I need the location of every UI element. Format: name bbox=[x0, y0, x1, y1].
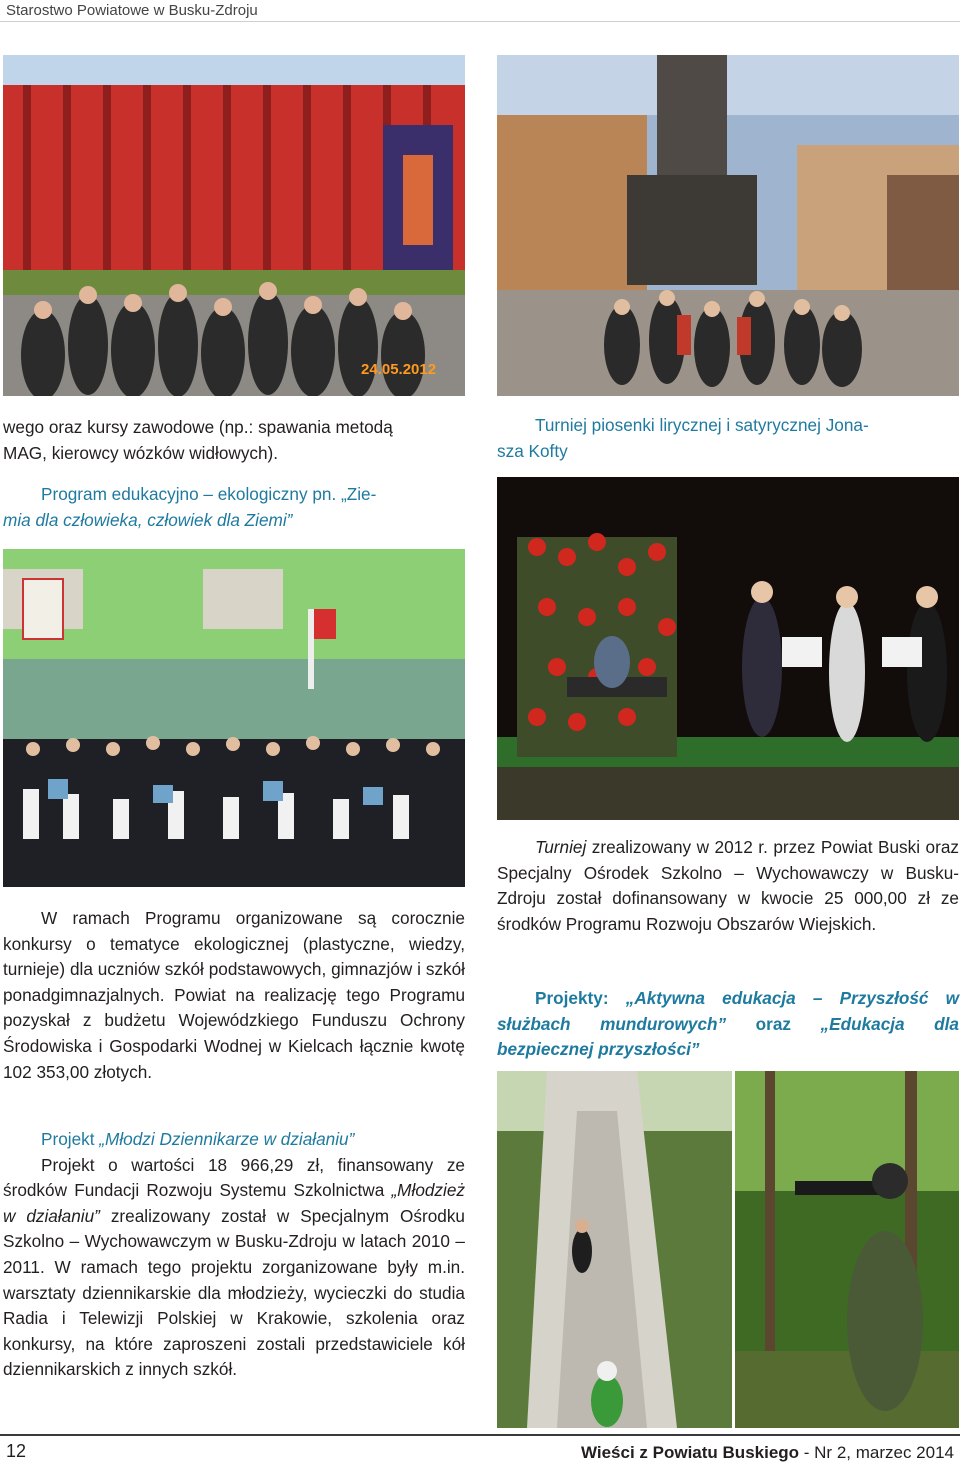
tourney-body-text bbox=[497, 835, 959, 937]
projects-label: Projekty: bbox=[535, 988, 626, 1008]
tourney-body-rest: zrealizowany w 2012 r. przez Powiat Buski oraz Specjalny Ośrodek Szkolno – Wychowawczy w Busku-Zdroju został dofinansowany w kwocie 25 000,00 zł ze środków Programu Rozwoju Obszarów Wiejskich. bbox=[497, 837, 959, 934]
project-heading-prefix: Projekt bbox=[41, 1129, 100, 1149]
project-body-part-2: zrealizowany został w Specjalnym Ośrodku Szkolno – Wychowawczym w Busku-Zdroju w latach 2010 – 2011. W ramach tego projektu zorganizowane były m.in. warsztaty dziennikarskie dla młodzieży, wycieczki do studia Radia i Telewizji Polskiej w Krakowie, szkolenia oraz konkursy, na które zaproszeni zostali przedstawiciele kół dziennikarskich z innych szkół. bbox=[3, 1205, 465, 1380]
tourney-heading-line-1: Turniej piosenki lirycznej i satyrycznej Jona- bbox=[535, 415, 869, 435]
project-body-italic: „Młodzież w działaniu” bbox=[3, 1180, 465, 1226]
project-heading bbox=[3, 1127, 465, 1153]
projects-title-1: „Aktywna edukacja – Przyszłość w służbach mundurowych” bbox=[497, 988, 959, 1034]
tourney-heading bbox=[497, 413, 959, 464]
projects-heading-text bbox=[497, 986, 959, 1063]
project-body-part-1: Projekt o wartości 18 966,29 zł, finansowany ze środków Fundacji Rozwoju Systemu Szkolnictwa bbox=[3, 1154, 465, 1201]
projects-title-2: „Edukacja dla bezpiecznej przyszłości” bbox=[497, 1013, 959, 1060]
projects-heading bbox=[497, 986, 959, 1063]
footer-publication-name: Wieści z Powiatu Buskiego bbox=[580, 1443, 800, 1462]
projects-and: oraz bbox=[726, 1013, 821, 1034]
header-title: Starostwo Powiatowe w Busku-Zdroju bbox=[6, 2, 258, 19]
intro-line-2: MAG, kierowcy wózków widłowych). bbox=[3, 442, 279, 463]
program-heading-line-2: mia dla człowieka, człowiek dla Ziemi” bbox=[3, 509, 293, 530]
program-body-text: W ramach Programu organizowane są corocznie konkursy o tematyce ekologicznej (plastyczne, wiedzy, turnieje) dla uczniów szkół podstawowych, gimnazjów i szkół ponadgimnazjalnych. Powiat na realizację tego Programu pozyskał z budżetu Wojewódzkiego Funduszu Ochrony Środowiska i Gospodarki Wodnej w Kielcach łącznie kwotę 102 353,00 złotych. bbox=[3, 908, 465, 1082]
program-body bbox=[3, 906, 465, 1085]
program-heading-line-1: Program edukacyjno – ekologiczny pn. „Zie- bbox=[41, 484, 377, 504]
photo-stage-performance bbox=[497, 477, 959, 820]
tourney-body bbox=[497, 835, 959, 937]
intro-line-1: wego oraz kursy zawodowe (np.: spawania metodą bbox=[3, 417, 393, 437]
tourney-heading-line-2: sza Kofty bbox=[497, 440, 568, 461]
photo-date-stamp: 24.05.2012 bbox=[361, 361, 437, 378]
photo-paintball bbox=[735, 1071, 959, 1428]
project-heading-title: „Młodzi Dziennikarze w działaniu” bbox=[99, 1129, 355, 1149]
program-heading bbox=[3, 482, 465, 533]
footer-issue: - Nr 2, marzec 2014 bbox=[799, 1443, 954, 1462]
page-number: 12 bbox=[6, 1441, 27, 1461]
col1-intro bbox=[3, 415, 465, 466]
tourney-body-italic: Turniej bbox=[535, 837, 587, 857]
photo-market-square bbox=[497, 55, 959, 396]
footer-publication bbox=[581, 1443, 954, 1463]
page-header bbox=[0, 0, 960, 22]
photo-school-students bbox=[3, 549, 465, 887]
photo-stadium-group bbox=[3, 55, 465, 396]
project-section bbox=[3, 1127, 465, 1383]
footer-divider bbox=[0, 1434, 960, 1436]
photo-climbing bbox=[497, 1071, 732, 1428]
project-body bbox=[3, 1153, 465, 1383]
